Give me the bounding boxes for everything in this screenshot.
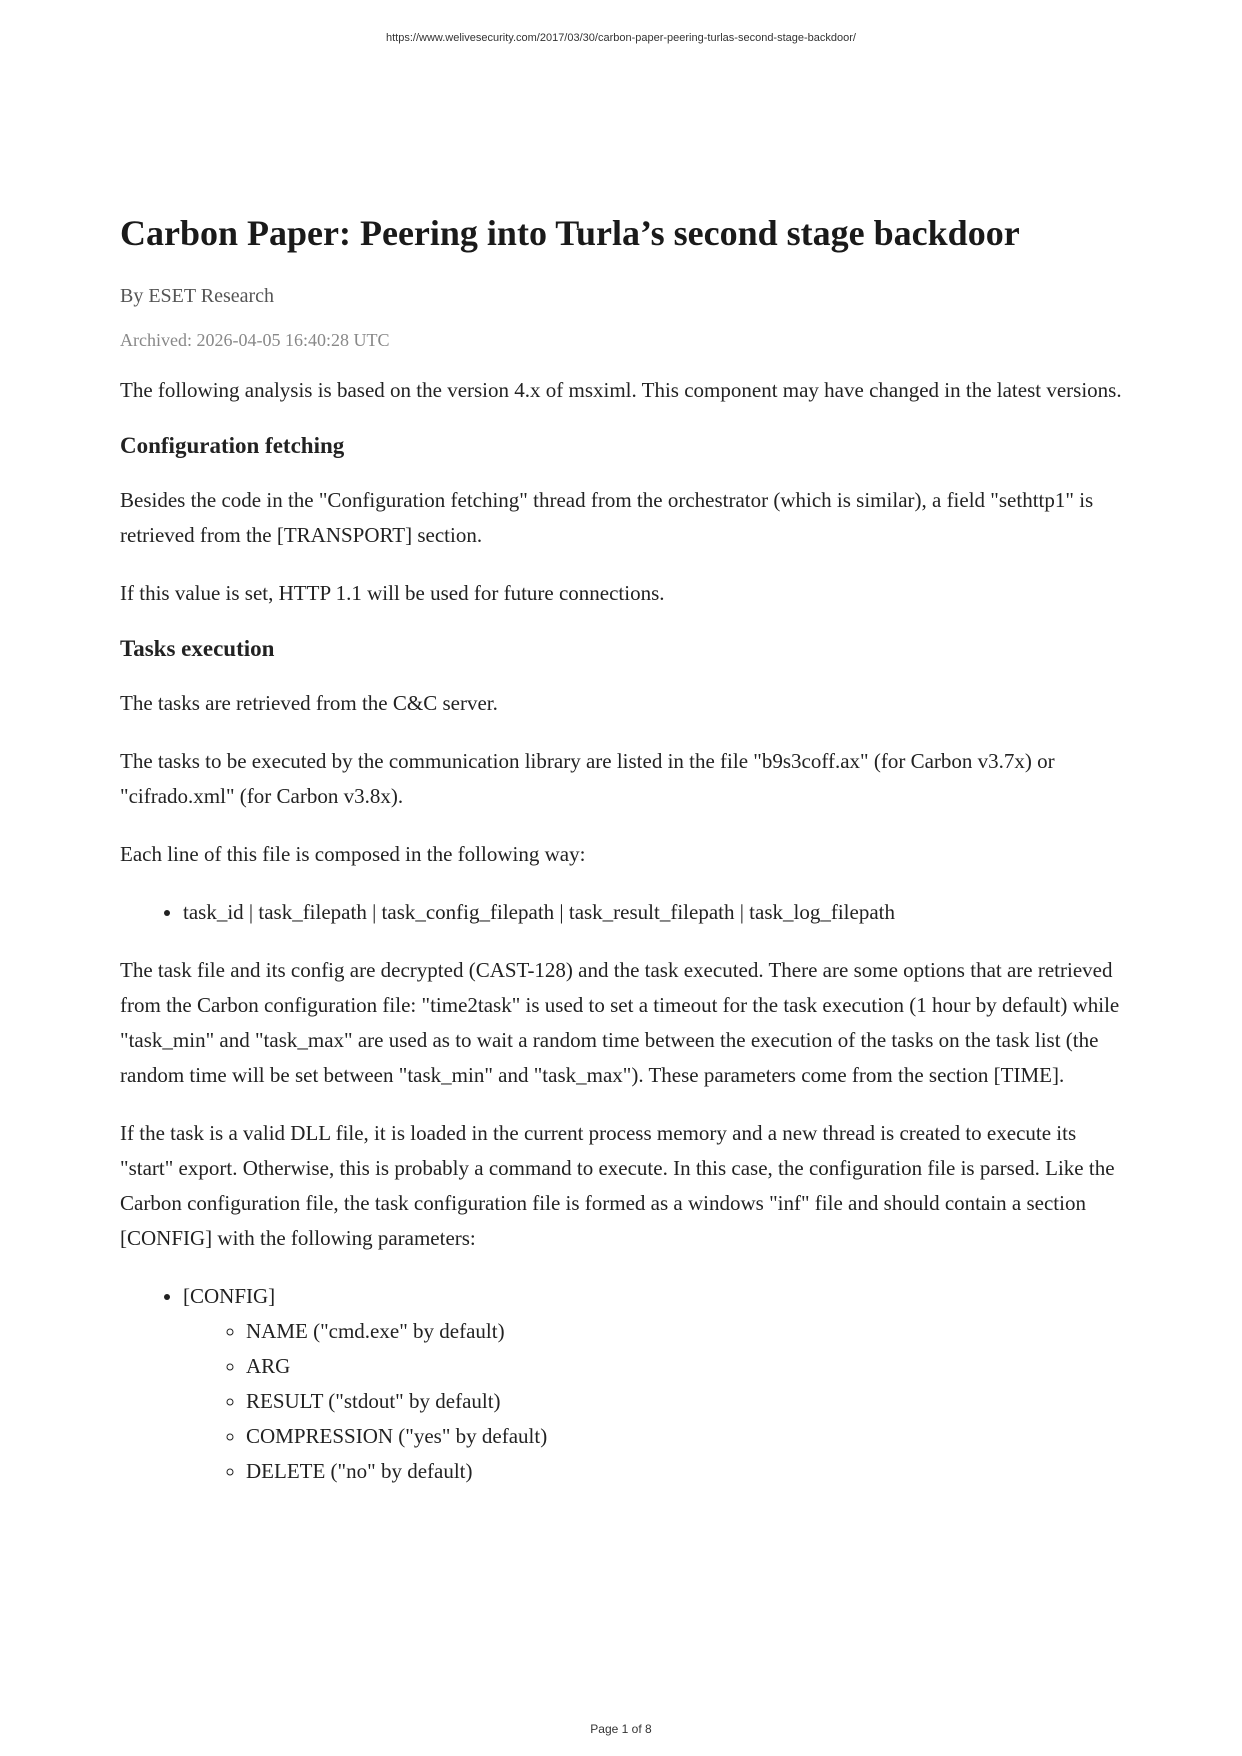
page-number: Page 1 of 8 xyxy=(590,1722,652,1736)
list-item: • task_id | task_filepath | task_config_filepath | task_result_filepath | task_log_filepath xyxy=(183,895,1130,930)
list-item: ◦ COMPRESSION ("yes" by default) xyxy=(246,1419,1130,1454)
section-heading: Tasks execution xyxy=(120,636,275,662)
intro-paragraph: The following analysis is based on the version 4.x of msximl. This component may have changed in the latest versions. xyxy=(120,378,1122,403)
config-params-list xyxy=(183,1314,1130,1489)
paragraph: Each line of this file is composed in the following way: xyxy=(120,841,586,866)
list-item: ◦ ARG xyxy=(246,1349,1130,1384)
article xyxy=(120,212,1130,1512)
config-label: [CONFIG] xyxy=(183,1283,276,1308)
byline: By ESET Research xyxy=(120,285,275,308)
list-item: ◦ NAME ("cmd.exe" by default) xyxy=(246,1314,1130,1349)
paragraph: If this value is set, HTTP 1.1 will be used for future connections. xyxy=(120,581,665,606)
page-title: Carbon Paper: Peering into Turla’s second stage backdoor xyxy=(120,213,1020,253)
section-heading: Configuration fetching xyxy=(120,433,345,459)
list-item: ◦ DELETE ("no" by default) xyxy=(246,1454,1130,1489)
header-url: https://www.welivesecurity.com/2017/03/30/carbon-paper-peering-turlas-second-stage-backdoor/ xyxy=(386,32,856,44)
paragraph: The task file and its config are decrypted (CAST-128) and the task executed. There are some options that are retrieved from the Carbon configuration file: "time2task" is used to set a timeout for the task execution (1 hour by default) while "task_min" and "task_max" are used as to wait a random time between the execution of the tasks on the task list (the random time will be set between "task_min" and "task_max"). These parameters come from the section [TIME]. xyxy=(120,957,1120,1087)
config-list xyxy=(120,1279,1130,1489)
task-format-list xyxy=(120,895,1130,930)
list-item xyxy=(183,1279,1130,1489)
paragraph: If the task is a valid DLL file, it is loaded in the current process memory and a new thread is created to execute its "start" export. Otherwise, this is probably a command to execute. In this case, the configuration file is parsed. Like the Carbon configuration file, the task configuration file is formed as a windows "inf" file and should contain a section [CONFIG] with the following parameters: xyxy=(120,1120,1115,1250)
archived-date: Archived: 2026-04-05 16:40:28 UTC xyxy=(120,330,390,351)
paragraph: The tasks are retrieved from the C&C server. xyxy=(120,690,498,715)
list-item: ◦ RESULT ("stdout" by default) xyxy=(246,1384,1130,1419)
paragraph: Besides the code in the "Configuration fetching" thread from the orchestrator (which is similar), a field "sethttp1" is retrieved from the [TRANSPORT] section. xyxy=(120,488,1094,548)
paragraph: The tasks to be executed by the communication library are listed in the file "b9s3coff.ax" (for Carbon v3.7x) or "cifrado.xml" (for Carbon v3.8x). xyxy=(120,748,1055,808)
